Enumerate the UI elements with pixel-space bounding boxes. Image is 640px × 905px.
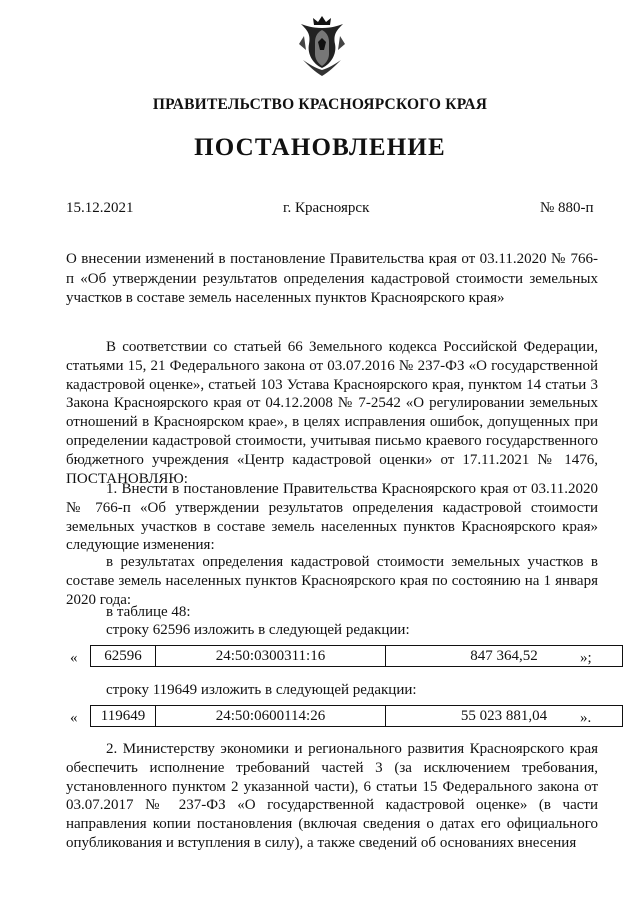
document-type: ПОСТАНОВЛЕНИЕ bbox=[194, 134, 446, 161]
table-row bbox=[91, 706, 623, 727]
row-1-intro: строку 62596 изложить в следующей редакции: bbox=[106, 622, 410, 638]
row-2-open-quote: « bbox=[70, 710, 78, 726]
document-number: № 880-п bbox=[540, 200, 594, 216]
row-1-close-quote: »; bbox=[580, 650, 592, 666]
government-title: ПРАВИТЕЛЬСТВО КРАСНОЯРСКОГО КРАЯ bbox=[152, 96, 488, 113]
table-row bbox=[91, 646, 623, 667]
row-1-table bbox=[90, 645, 623, 667]
table-reference: в таблице 48: bbox=[106, 604, 191, 620]
document-city: г. Красноярск bbox=[283, 200, 370, 216]
row-2-intro: строку 119649 изложить в следующей редакции: bbox=[106, 682, 417, 698]
preamble-paragraph: В соответствии со статьей 66 Земельного кодекса Российской Федерации, статьями 15, 21 Федерального закона от 03.07.2016 № 237-ФЗ «О государственной кадастровой оценке», статьей 103 Устава Красноярского края, пунктом 14 статьи 3 Закона Красноярского края от 04.12.2008 № 7-2542 «О регулировании земельных отношений в Красноярском крае», в целях исправления ошибок, допущенных при определении кадастровой стоимости, учитывая письмо краевого государственного бюджетного учреждения «Центр кадастровой оценки» от 17.11.2021 № 1476, ПОСТАНОВЛЯЮ: bbox=[66, 339, 598, 487]
row-2-number: 119649 bbox=[91, 706, 156, 727]
item-2-paragraph: 2. Министерству экономики и регионального развития Красноярского края обеспечить исполнение требований частей 3 (за исключением требования, установленного пунктом 2 указанной части), 6 статьи 15 Федерального закона от 03.07.2017 № 237-ФЗ «О государственной кадастровой оценке» (в части направления копии постановления (включая сведения о датах его официального опубликования и вступления в силу), а также сведений об основаниях внесения bbox=[66, 741, 598, 851]
row-2-value: 55 023 881,04 bbox=[386, 706, 623, 727]
row-1-number: 62596 bbox=[91, 646, 156, 667]
document-date: 15.12.2021 bbox=[66, 200, 134, 216]
row-1-value: 847 364,52 bbox=[386, 646, 623, 667]
row-1-cadastral-number: 24:50:0300311:16 bbox=[156, 646, 386, 667]
row-2-table bbox=[90, 705, 623, 727]
sub-item-paragraph: в результатах определения кадастровой стоимости земельных участков в составе земель населенных пунктов Красноярского края по состоянию на 1 января 2020 года: bbox=[66, 554, 598, 608]
row-2-close-quote: ». bbox=[580, 710, 592, 726]
row-2-cadastral-number: 24:50:0600114:26 bbox=[156, 706, 386, 727]
item-1-paragraph: 1. Внести в постановление Правительства Красноярского края от 03.11.2020 № 766-п «Об утверждении результатов определения кадастровой стоимости земельных участков в составе земель населенных пунктов Красноярского края» следующие изменения: bbox=[66, 481, 598, 554]
document-subject: О внесении изменений в постановление Правительства края от 03.11.2020 № 766-п «Об утверждении результатов определения кадастровой стоимости земельных участков в составе земель населенных пунктов Красноярского края» bbox=[66, 251, 598, 306]
coat-of-arms-icon bbox=[297, 14, 347, 78]
row-1-open-quote: « bbox=[70, 650, 78, 666]
